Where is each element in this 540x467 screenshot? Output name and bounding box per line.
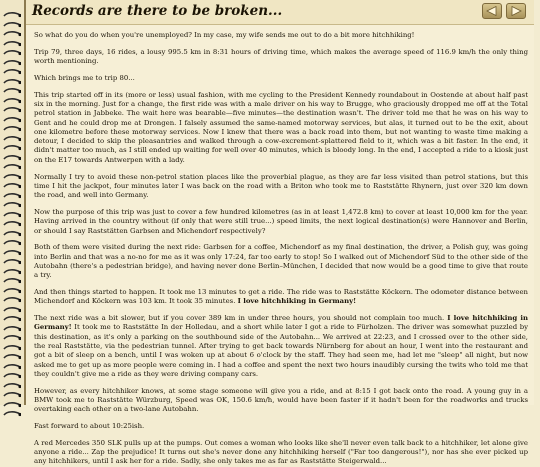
spiral-ring [3, 204, 21, 211]
spiral-ring [3, 318, 21, 325]
nav-buttons [482, 3, 526, 19]
spiral-ring [3, 365, 21, 372]
spiral-ring [3, 213, 21, 220]
paragraph-text: And then things started to happen. It took me 13 minutes to get a ride. The ride was to Raststätte Köckern. The odometer distance between Michendorf and Köckern was 103 km. It took 35 minutes. [34, 288, 528, 306]
paragraph-text: Which brings me to trip 80... [34, 73, 135, 82]
arrow-left-icon [486, 6, 498, 16]
spiral-ring [3, 99, 21, 106]
spiral-ring [3, 42, 21, 49]
header-bar [26, 0, 534, 25]
spiral-ring [3, 61, 21, 68]
paragraph [34, 387, 528, 415]
spiral-ring [3, 175, 21, 182]
spiral-ring [3, 251, 21, 258]
spiral-ring [3, 384, 21, 391]
paragraph-text: However, as every hitchhiker knows, at some stage someone will give you a ride, and at 8:15 I got back onto the road. A young guy in a BMW took me to Raststätte Würzburg, Speed was OK, 150.6 km/h, would have been faster if it hadn't been for the roadworks and trucks overtaking each other on a two-lane Autobahn. [34, 386, 528, 414]
spiral-ring [3, 194, 21, 201]
spiral-ring [3, 80, 21, 87]
paragraph [34, 31, 528, 40]
paragraph-text: It took me to Raststätte In der Holledau, and a short while later I got a ride to Fürholzen. The driver was somewhat puzzled by this destination, as it's only a parking on the southbound side of the Autobahn... We arrived at 22:23, and I crossed over to the other side, the real Raststätte, via the pedestrian tunnel. After trying to get back towards Nürnberg for about an hour, I went into the restaurant and got a bit of sleep on a bench, until I was woken up at about 6 o'clock by the staff. They had seen me, had let me "sleep" all night, but now asked me to get up as more people were coming in. I had a coffee and spent the next two hours inaudibly cursing the twits who told me that they couldn't give me a ride as they were driving company cars. [34, 323, 528, 378]
paragraph [34, 74, 528, 83]
paragraph [34, 314, 528, 379]
spiral-ring [3, 337, 21, 344]
prev-button[interactable] [482, 3, 502, 19]
spiral-ring [3, 261, 21, 268]
spiral-ring [3, 232, 21, 239]
paragraph [34, 208, 528, 236]
emphasis-text: I love hitchhiking in Germany! [237, 297, 357, 306]
paragraph-text: Normally I try to avoid these non-petrol station places like the proverbial plague, as they are far less visited than petrol stations, but this time I hit the jackpot, four minutes later I was back on the road with a Briton who took me to Raststätte Rhynern, just over 320 km down the road, and well into Germany. [34, 172, 528, 200]
spiral-ring [3, 299, 21, 306]
spiral-ring [3, 394, 21, 401]
paragraph [34, 439, 528, 467]
paragraph-text: This trip started off in its (more or less) usual fashion, with me cycling to the President Kennedy roundabout in Oostende at about half past six in the morning. Just for a change, the first ride was with a male driver on his way to Brugge, who graciously dropped me off at the Total petrol station in Jabbeke. The wait here was bearable—five minutes—the destination wasn't. The driver told me that he was on his way to Gent and he could drop me at Drongen. I falsely assumed the same-named motorway services, but alas, it turned out to be the exit, about one kilometre before these motorway services. Now I knew that there was a back road into them, but not wanting to waste time making a detour, I decided to skip the pleasantries and walked through a cow-excrement-splattered field to it, which was a bit faster. In the end, it didn't matter too much, as I still ended up waiting for well over 40 minutes, which is bloody long. In the end, I accepted a ride to a kiosk just on the E17 towards Antwerpen with a lady. [34, 90, 528, 164]
spiral-binding [0, 0, 24, 405]
paragraph [34, 48, 528, 67]
spiral-ring [3, 33, 21, 40]
spiral-ring [3, 14, 21, 21]
spiral-ring [3, 356, 21, 363]
spiral-ring [3, 289, 21, 296]
spiral-ring [3, 4, 21, 11]
emphasis-text: I love hitchhiking in Germany! [34, 314, 528, 332]
spiral-ring [3, 327, 21, 334]
paragraph-text: Trip 79, three days, 16 rides, a lousy 995.5 km in 8:31 hours of driving time, which makes the average speed of 116.9 km/h the only thing worth mentioning. [34, 47, 528, 66]
spiral-ring [3, 156, 21, 163]
paragraph [34, 173, 528, 201]
paragraph-text: Fast forward to about 10:25ish. [34, 422, 145, 431]
page-title: Records are there to be broken... [32, 3, 283, 19]
spiral-ring [3, 109, 21, 116]
paragraph [34, 422, 528, 431]
paragraph-text: So what do you do when you're unemployed? In my case, my wife sends me out to do a bit more hitchhiking! [34, 31, 415, 39]
paragraph-text: Both of them were visited during the next ride: Garbsen for a coffee, Michendorf as my final destination, the driver, a Polish guy, was going into Berlin and that was a no-no for me as it was only 17:24, far too early to stop! So I walked out of Michendorf Süd to the other side of the Autobahn (there's a pedestrian bridge), and having never done Berlin–München, I decided that now would be a good time to give that route a try. [34, 243, 528, 280]
next-button[interactable] [506, 3, 526, 19]
paragraph-text: A red Mercedes 350 SLK pulls up at the pumps. Out comes a woman who looks like she'll never even talk back to a hitchhiker, let alone give anyone a ride... Zap the prejudice! It turns out she's never done any hitchhiking herself ("Far too dangerous!"), nor has she ever picked up any hitchhikers, until I ask her for a ride. Sadly, she only takes me as far as Raststätte Steigerwald... [34, 438, 528, 466]
spiral-ring [3, 185, 21, 192]
spiral-ring [3, 223, 21, 230]
spiral-ring [3, 52, 21, 59]
paragraph [34, 288, 528, 307]
spiral-ring [3, 23, 21, 30]
spiral-ring [3, 280, 21, 287]
page [24, 0, 534, 466]
spiral-ring [3, 166, 21, 173]
arrow-right-icon [510, 6, 522, 16]
spiral-ring [3, 128, 21, 135]
spiral-ring [3, 242, 21, 249]
spiral-ring [3, 137, 21, 144]
spiral-ring [3, 118, 21, 125]
spiral-ring [3, 403, 21, 410]
paragraph-text: The next ride was a bit slower, but if you cover 389 km in under three hours, you should not complain too much. [34, 314, 448, 323]
spiral-ring [3, 147, 21, 154]
paragraph [34, 91, 528, 165]
spiral-ring [3, 270, 21, 277]
paragraph [34, 243, 528, 280]
spiral-ring [3, 375, 21, 382]
spiral-ring [3, 90, 21, 97]
spiral-ring [3, 71, 21, 78]
spiral-ring [3, 346, 21, 353]
paragraph-text: Now the purpose of this trip was just to cover a few hundred kilometres (as in at least 1,472.8 km) to cover at least 10,000 km for the year. Having arrived in the country without (if only that were still true...) speed limits, the next logical destination(s) were Hannover and Berlin, or should I say Raststätten Garbsen and Michendorf respectively? [34, 207, 528, 235]
spiral-ring [3, 308, 21, 315]
article-body [34, 25, 528, 467]
